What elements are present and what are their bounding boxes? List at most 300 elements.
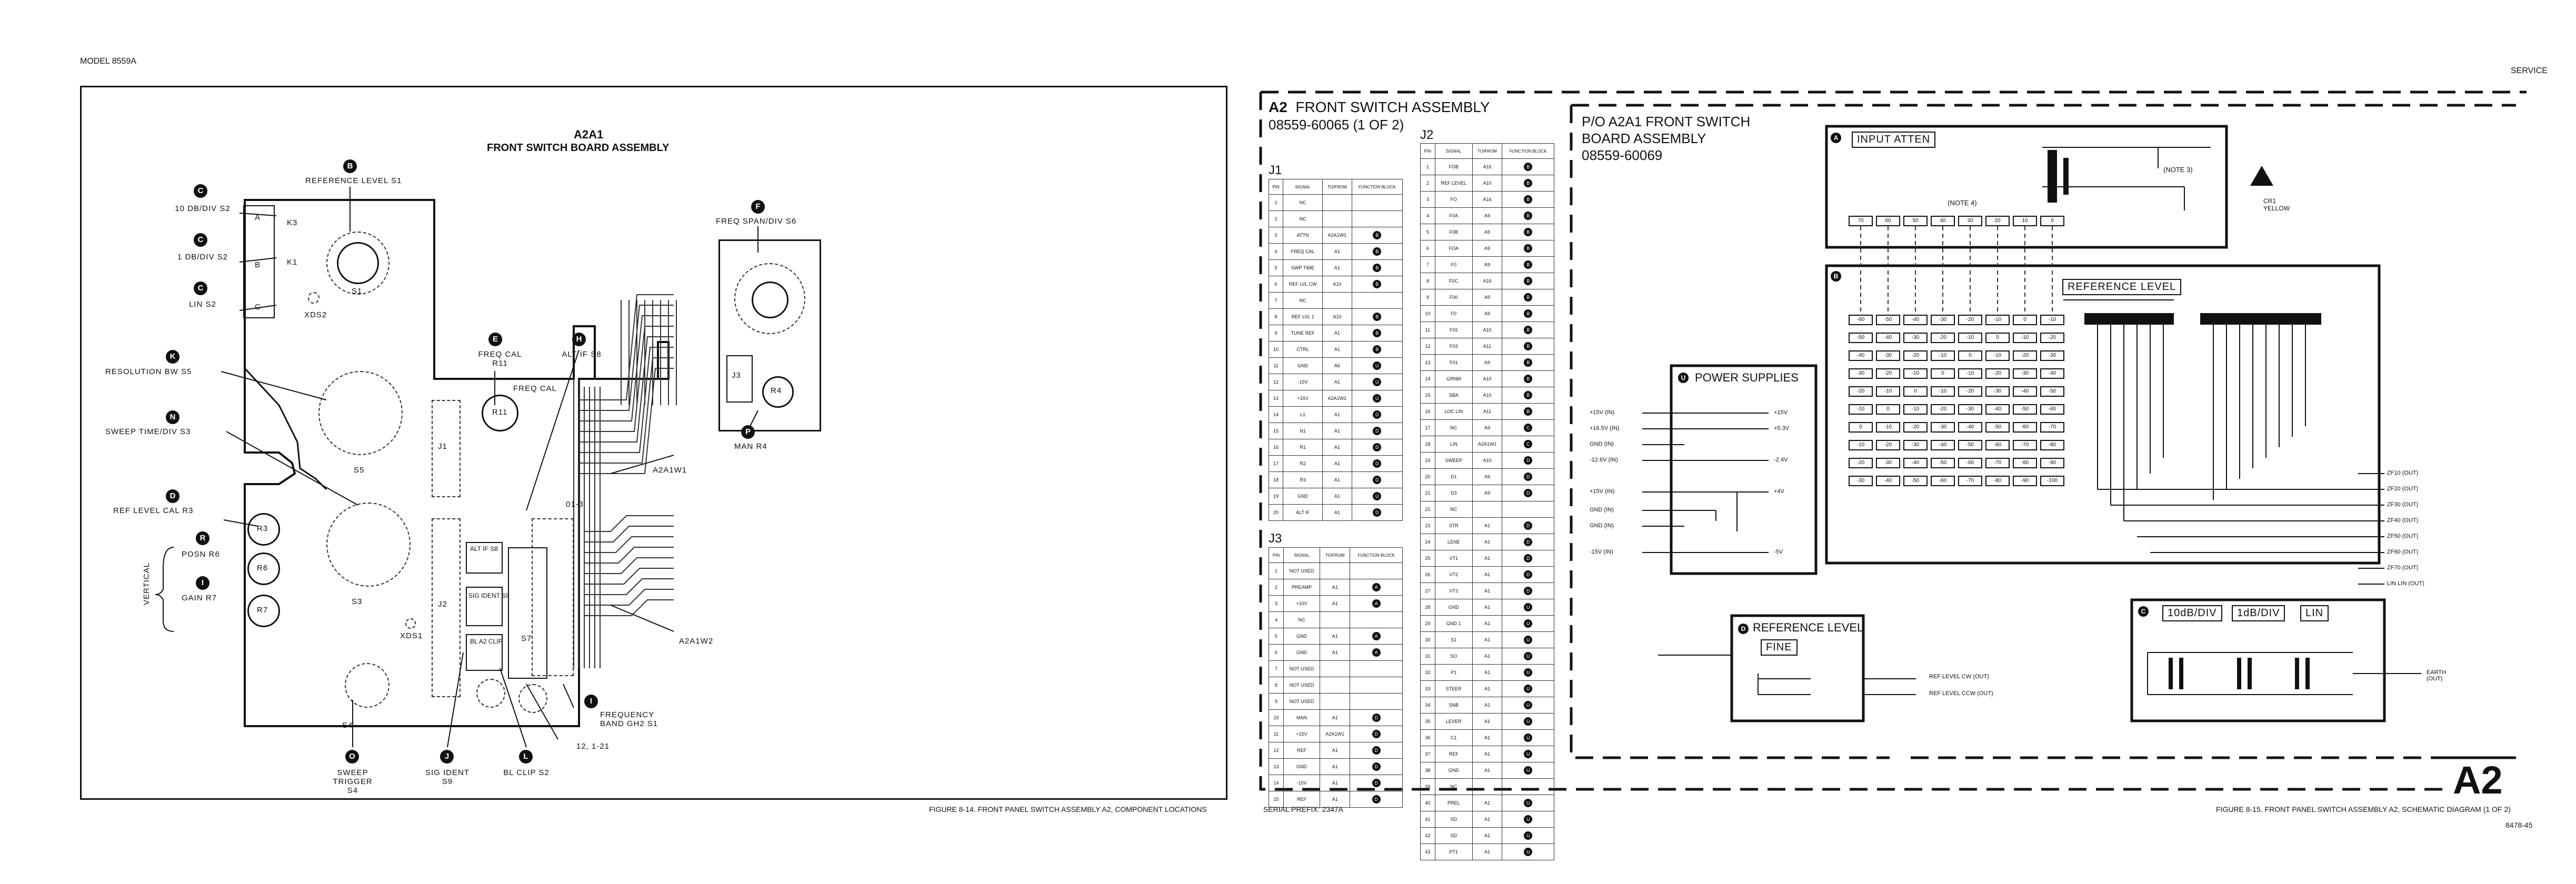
table-cell	[1350, 791, 1403, 808]
function-block-badge: C	[1524, 424, 1532, 432]
table-cell: 2	[1269, 579, 1284, 596]
table-cell: 33	[1421, 681, 1435, 697]
function-block-badge: U	[1524, 815, 1532, 823]
function-block-badge: D	[1524, 489, 1532, 497]
table-cell: +10V	[1283, 596, 1320, 612]
table-cell	[1502, 844, 1554, 860]
table-cell: 20	[1269, 505, 1283, 521]
header-cell: SIGNAL	[1283, 548, 1320, 563]
table-cell	[1320, 677, 1350, 694]
table-cell: A1	[1323, 488, 1352, 505]
r4-label: R4	[771, 386, 782, 395]
fine-block-title: REFERENCE LEVEL	[1753, 621, 1864, 634]
function-block-badge: D	[1373, 459, 1381, 468]
a2a1w2-label: A2A1W2	[679, 637, 714, 646]
schematic-title	[1269, 99, 1490, 116]
table-cell: F02	[1435, 322, 1472, 338]
s3-label: S3	[352, 597, 363, 606]
table-cell	[1352, 325, 1402, 341]
table-row	[1421, 208, 1554, 224]
table-cell: 25	[1421, 550, 1435, 567]
table-row	[1269, 472, 1403, 488]
table-cell	[1502, 159, 1554, 175]
s2-b: B	[255, 260, 261, 269]
ref-level-cw-out: REF LEVEL CW (OUT)	[1929, 674, 1989, 680]
table-cell: REF LVL CW	[1283, 276, 1323, 293]
function-block-badge: D	[1373, 427, 1381, 435]
table-cell: GRNM	[1435, 371, 1472, 387]
schematic-partno: 08559-60065 (1 OF 2)	[1269, 117, 1404, 133]
atten-key: 0	[2040, 216, 2064, 226]
ref-level-key: -10	[1958, 333, 1982, 343]
table-cell: 11	[1421, 322, 1435, 338]
table-cell: 16	[1421, 404, 1435, 420]
table-row	[1269, 505, 1403, 521]
function-block-badge: B	[1373, 264, 1381, 272]
table-cell: GND	[1435, 762, 1472, 779]
table-cell	[1502, 550, 1554, 567]
xds1-label: XDS1	[400, 631, 423, 640]
table-cell: A2A1W1	[1323, 227, 1352, 244]
callout-freq-span: FREQ SPAN/DIV S6	[716, 217, 797, 226]
ref-level-ccw-out: REF LEVEL CCW (OUT)	[1929, 690, 1993, 697]
table-cell	[1323, 293, 1352, 309]
zf-output: ZF20 (OUT)	[2387, 486, 2419, 492]
table-header	[1269, 179, 1403, 195]
table-cell: A1	[1472, 730, 1502, 746]
table-cell: 17	[1421, 420, 1435, 436]
table-cell	[1350, 628, 1403, 645]
ref-level-key: 0	[1876, 404, 1900, 415]
ref-level-key: -40	[1903, 458, 1928, 468]
table-cell: A1	[1472, 697, 1502, 714]
table-cell: A9	[1472, 355, 1502, 371]
table-cell: 7	[1269, 293, 1283, 309]
ref-level-key: -20	[1849, 386, 1873, 397]
table-cell: NC	[1283, 293, 1323, 309]
table-cell: A1	[1320, 628, 1350, 645]
table-row	[1421, 289, 1554, 306]
table-cell	[1320, 612, 1350, 628]
table-row	[1421, 404, 1554, 420]
table-cell: A1	[1320, 710, 1350, 726]
supply-input: +15V (IN)	[1590, 409, 1615, 416]
function-block-badge: B	[1524, 244, 1532, 253]
table-cell: STEER	[1435, 681, 1472, 697]
table-cell	[1350, 661, 1403, 677]
function-block-badge: D	[1373, 508, 1381, 517]
blclip-label: BL A2 CLIP	[470, 638, 503, 645]
table-cell: A1	[1472, 583, 1502, 599]
table-cell: 3	[1269, 596, 1284, 612]
table-cell: 8	[1269, 309, 1283, 325]
function-block-badge: B	[1524, 326, 1532, 334]
table-cell: PREL	[1435, 795, 1472, 811]
block-c-badge: C	[2138, 606, 2149, 617]
table-row	[1421, 420, 1554, 436]
table-cell: F0A	[1435, 208, 1472, 224]
ref-level-key: -20	[1876, 440, 1900, 450]
table-cell: NC	[1283, 195, 1323, 211]
table-cell: GND	[1283, 645, 1320, 661]
figure-8-14-caption: FIGURE 8-14. FRONT PANEL SWITCH ASSEMBLY A2, COMPONENT LOCATIONS	[929, 805, 1207, 813]
ref-level-key: -60	[1849, 315, 1873, 325]
table-cell	[1350, 694, 1403, 710]
table-cell: A6	[1323, 358, 1352, 374]
table-row	[1269, 677, 1403, 694]
table-cell: F01	[1435, 355, 1472, 371]
table-row	[1269, 759, 1403, 775]
table-row	[1269, 439, 1403, 456]
function-block-badge: D	[1373, 476, 1381, 484]
table-cell: R3	[1283, 472, 1323, 488]
table-cell	[1502, 501, 1554, 518]
table-cell: 20	[1421, 469, 1435, 485]
s5-label: S5	[354, 466, 365, 475]
table-cell: A1	[1472, 534, 1502, 550]
table-cell: NC	[1435, 501, 1472, 518]
table-cell: 8	[1269, 677, 1284, 694]
table-cell: 2	[1421, 175, 1435, 192]
callout-o-badge: O	[345, 750, 359, 764]
table-cell	[1502, 306, 1554, 322]
table-cell: A1	[1323, 325, 1352, 341]
ref-level-key: -20	[1958, 386, 1982, 397]
ref-level-key: -10	[1849, 440, 1873, 450]
function-block-badge: D	[1372, 714, 1381, 722]
table-cell: A1	[1323, 423, 1352, 439]
table-cell	[1352, 472, 1402, 488]
function-block-badge: U	[1524, 734, 1532, 742]
table-cell	[1502, 240, 1554, 257]
table-cell: ATTN	[1283, 227, 1323, 244]
ref-level-key: -50	[1985, 422, 2010, 433]
atten-key: 70	[1849, 216, 1873, 226]
10db-div-title: 10dB/DIV	[2162, 605, 2222, 621]
table-cell: A1	[1472, 844, 1502, 860]
ref-level-key: -20	[1903, 422, 1928, 433]
header-cell: SIGNAL	[1435, 144, 1472, 159]
header-cell: FUNCTION BLOCK	[1502, 144, 1554, 159]
callout-c3-badge: C	[194, 282, 207, 295]
reference-level-title: REFERENCE LEVEL	[2062, 279, 2181, 295]
table-cell: A1	[1472, 550, 1502, 567]
table-header	[1421, 144, 1554, 159]
table-cell	[1502, 338, 1554, 355]
atten-note3: (NOTE 3)	[2163, 166, 2193, 174]
callout-frequency-band: FREQUENCY BAND GH2 S1	[600, 710, 658, 728]
table-row	[1421, 648, 1554, 665]
table-cell: A2A1W1	[1320, 726, 1350, 742]
table-cell: A1	[1323, 341, 1352, 358]
table-cell: A9	[1472, 224, 1502, 240]
table-cell: 35	[1421, 714, 1435, 730]
table-cell: A9	[1472, 306, 1502, 322]
callout-c1-badge: C	[194, 184, 207, 198]
a2a1w1-label: A2A1W1	[653, 466, 687, 475]
function-block-badge: D	[1372, 746, 1381, 755]
table-cell: VT2	[1435, 567, 1472, 583]
table-row	[1421, 795, 1554, 811]
table-cell: A1	[1323, 407, 1352, 423]
table-cell: FOB	[1435, 159, 1472, 175]
function-block-badge: D	[1524, 587, 1532, 595]
table-cell: 3	[1269, 227, 1283, 244]
table-cell: 6	[1421, 240, 1435, 257]
table-cell: 2	[1269, 211, 1283, 227]
table-cell: VT3	[1435, 583, 1472, 599]
function-block-badge: D	[1524, 554, 1532, 562]
table-cell: NC	[1283, 211, 1323, 227]
zf-output: ZF10 (OUT)	[2387, 470, 2419, 476]
supply-input: -15V (IN)	[1590, 549, 1613, 555]
table-row	[1421, 632, 1554, 648]
table-cell	[1502, 404, 1554, 420]
table-cell: A1	[1323, 260, 1352, 276]
function-block-badge: B	[1373, 231, 1381, 239]
table-row	[1421, 681, 1554, 697]
function-block-badge: U	[1524, 701, 1532, 709]
table-cell	[1350, 710, 1403, 726]
table-cell: D1	[1435, 469, 1472, 485]
table-cell	[1502, 273, 1554, 289]
function-block-badge: B	[1373, 280, 1381, 288]
callout-l-badge: L	[519, 750, 533, 764]
ref-level-key: -30	[1903, 333, 1928, 343]
header-cell: TO/FROM	[1320, 548, 1350, 563]
callout-r-badge: R	[196, 531, 209, 545]
header-cell: FUNCTION BLOCK	[1352, 179, 1402, 195]
table-cell: 10	[1269, 341, 1283, 358]
table-cell: A1	[1472, 746, 1502, 762]
table-cell	[1472, 501, 1502, 518]
table-row	[1269, 456, 1403, 472]
table-cell: 32	[1421, 665, 1435, 681]
table-cell: 27	[1421, 583, 1435, 599]
ref-level-key: -10	[1903, 368, 1928, 379]
ref-level-key: -20	[1849, 458, 1873, 468]
table-cell	[1352, 439, 1402, 456]
table-row	[1421, 518, 1554, 534]
ref-level-key: -80	[1985, 476, 2010, 486]
ref-level-key: 0	[1931, 368, 1955, 379]
table-cell	[1352, 195, 1402, 211]
table-row	[1421, 224, 1554, 240]
table-cell: 15	[1421, 387, 1435, 404]
table-cell: 38	[1421, 762, 1435, 779]
table-cell: A11	[1472, 338, 1502, 355]
table-cell: 13	[1421, 355, 1435, 371]
table-row	[1269, 612, 1403, 628]
ref-level-key: -10	[1931, 350, 1955, 361]
table-cell: A1	[1323, 244, 1352, 260]
table-cell: A10	[1472, 322, 1502, 338]
table-cell: 14	[1421, 371, 1435, 387]
table-cell	[1352, 374, 1402, 390]
table-cell: NOT USED	[1283, 677, 1320, 694]
table-row	[1269, 710, 1403, 726]
ref-level-key: -20	[1903, 350, 1928, 361]
table-cell	[1502, 681, 1554, 697]
table-cell: A16	[1472, 192, 1502, 208]
atten-key: 50	[1903, 216, 1928, 226]
s1-label: S1	[352, 287, 363, 296]
ref-level-key: -70	[1958, 476, 1982, 486]
table-cell	[1502, 387, 1554, 404]
table-cell: A1	[1323, 456, 1352, 472]
table-cell: D3	[1435, 485, 1472, 501]
function-block-badge: B	[1524, 277, 1532, 285]
s7-label: S7	[521, 634, 532, 643]
supply-output: -2.4V	[1774, 457, 1788, 463]
table-cell	[1350, 677, 1403, 694]
table-cell: A16	[1472, 159, 1502, 175]
table-row	[1421, 453, 1554, 469]
table-cell: SBA	[1435, 387, 1472, 404]
table-row	[1421, 567, 1554, 583]
table-row	[1421, 746, 1554, 762]
function-block-badge: B	[1524, 407, 1532, 416]
function-block-badge: U	[1524, 668, 1532, 677]
j3-table-label: J3	[1269, 531, 1282, 546]
drawing-code: 8478-45	[2505, 821, 2533, 829]
table-cell: GND	[1283, 488, 1323, 505]
table-cell: 10	[1421, 306, 1435, 322]
function-block-badge: D	[1372, 779, 1381, 787]
ref-level-key: -30	[1849, 368, 1873, 379]
atten-key: 60	[1876, 216, 1900, 226]
block-u-badge: U	[1678, 373, 1689, 383]
table-cell: A9	[1472, 469, 1502, 485]
table-cell: R2	[1283, 456, 1323, 472]
table-cell: A1	[1472, 648, 1502, 665]
table-cell: A1	[1472, 811, 1502, 828]
table-row	[1269, 195, 1403, 211]
table-cell: 5	[1269, 260, 1283, 276]
function-block-badge: B	[1524, 309, 1532, 318]
ref-level-key: -50	[1903, 476, 1928, 486]
ref-level-key: 0	[1903, 386, 1928, 397]
table-cell	[1502, 208, 1554, 224]
table-cell	[1352, 227, 1402, 244]
lin-title: LIN	[2300, 605, 2329, 621]
callout-i2-badge: I	[584, 695, 598, 708]
table-cell	[1350, 612, 1403, 628]
xds2-label: XDS2	[304, 310, 327, 319]
table-cell: 1	[1269, 195, 1283, 211]
table-cell	[1352, 293, 1402, 309]
big-a2-label: A2	[2453, 758, 2503, 802]
1db-div-title: 1dB/DIV	[2232, 605, 2285, 621]
ref12-label: 12, 1-21	[576, 742, 610, 751]
table-cell: A1	[1323, 472, 1352, 488]
ref-level-key: -50	[1931, 458, 1955, 468]
block-a-badge: A	[1831, 133, 1841, 143]
function-block-badge: U	[1524, 831, 1532, 840]
board-title: A2A1	[574, 128, 604, 141]
table-cell: 19	[1421, 453, 1435, 469]
function-block-badge: A	[1372, 648, 1381, 657]
table-cell	[1350, 726, 1403, 742]
ref-level-key: -40	[1958, 422, 1982, 433]
table-row	[1421, 534, 1554, 550]
function-block-badge: B	[1524, 358, 1532, 367]
ref-level-key: -20	[1931, 333, 1955, 343]
ref01-label: 01-3	[566, 500, 584, 509]
callout-alt-if: ALT IF S8	[562, 350, 602, 359]
table-row	[1269, 775, 1403, 791]
serial-prefix: SERIAL PREFIX: 2347A	[1263, 805, 1343, 813]
function-block-badge: A	[1372, 599, 1381, 608]
table-cell: 9	[1269, 325, 1283, 341]
ref-level-key: -30	[1985, 386, 2010, 397]
table-cell: FREQ CAL	[1283, 244, 1323, 260]
table-cell: GND	[1283, 628, 1320, 645]
table-row	[1421, 257, 1554, 273]
table-row	[1421, 306, 1554, 322]
function-block-badge: B	[1524, 391, 1532, 399]
callout-k-badge: K	[166, 350, 179, 364]
table-cell: 10	[1269, 710, 1284, 726]
r7-label: R7	[257, 606, 268, 615]
table-cell: 18	[1421, 436, 1435, 453]
ref-level-key: -10	[1876, 386, 1900, 397]
table-cell: REF	[1435, 746, 1472, 762]
table-row	[1269, 325, 1403, 341]
zf-output: LIN LIN (OUT)	[2387, 580, 2424, 587]
table-cell: NOT USED	[1283, 661, 1320, 677]
table-cell: S1	[1435, 632, 1472, 648]
ref-level-key: -40	[2040, 368, 2064, 379]
table-cell: A1	[1472, 632, 1502, 648]
schematic-title-bold: A2	[1269, 99, 1287, 115]
function-block-badge: D	[1372, 762, 1381, 771]
table-cell: A1	[1472, 599, 1502, 616]
function-block-badge: B	[1373, 345, 1381, 354]
table-row	[1421, 599, 1554, 616]
table-cell: A9	[1472, 257, 1502, 273]
supply-input: GND (IN)	[1590, 441, 1614, 447]
callout-sweep-trigger: SWEEP TRIGGER S4	[333, 768, 373, 795]
service-label: SERVICE	[2511, 66, 2548, 75]
function-block-badge: D	[1524, 521, 1532, 530]
table-cell: 3	[1421, 192, 1435, 208]
function-block-badge: B	[1524, 212, 1532, 220]
table-cell	[1352, 276, 1402, 293]
function-block-badge: D	[1373, 410, 1381, 419]
table-cell: A9	[1472, 485, 1502, 501]
function-block-badge: U	[1373, 492, 1381, 500]
table-cell: 21	[1421, 485, 1435, 501]
s8-label: ALT IF S8	[470, 545, 498, 552]
table-cell: A1	[1320, 742, 1350, 759]
ref-level-key: -30	[1931, 315, 1955, 325]
ref-level-key: -60	[1985, 440, 2010, 450]
table-cell: 39	[1421, 779, 1435, 795]
table-row	[1421, 844, 1554, 860]
table-cell: A1	[1323, 374, 1352, 390]
ref-level-key: -10	[2040, 315, 2064, 325]
table-cell: TUNE REF	[1283, 325, 1323, 341]
ref-level-key: -100	[2040, 476, 2064, 486]
table-cell	[1502, 436, 1554, 453]
callout-10db: 10 DB/DIV S2	[175, 204, 231, 213]
ref-level-key: -30	[1876, 350, 1900, 361]
table-cell	[1350, 579, 1403, 596]
table-cell: A9	[1472, 240, 1502, 257]
table-row	[1269, 596, 1403, 612]
table-cell: 11	[1269, 358, 1283, 374]
